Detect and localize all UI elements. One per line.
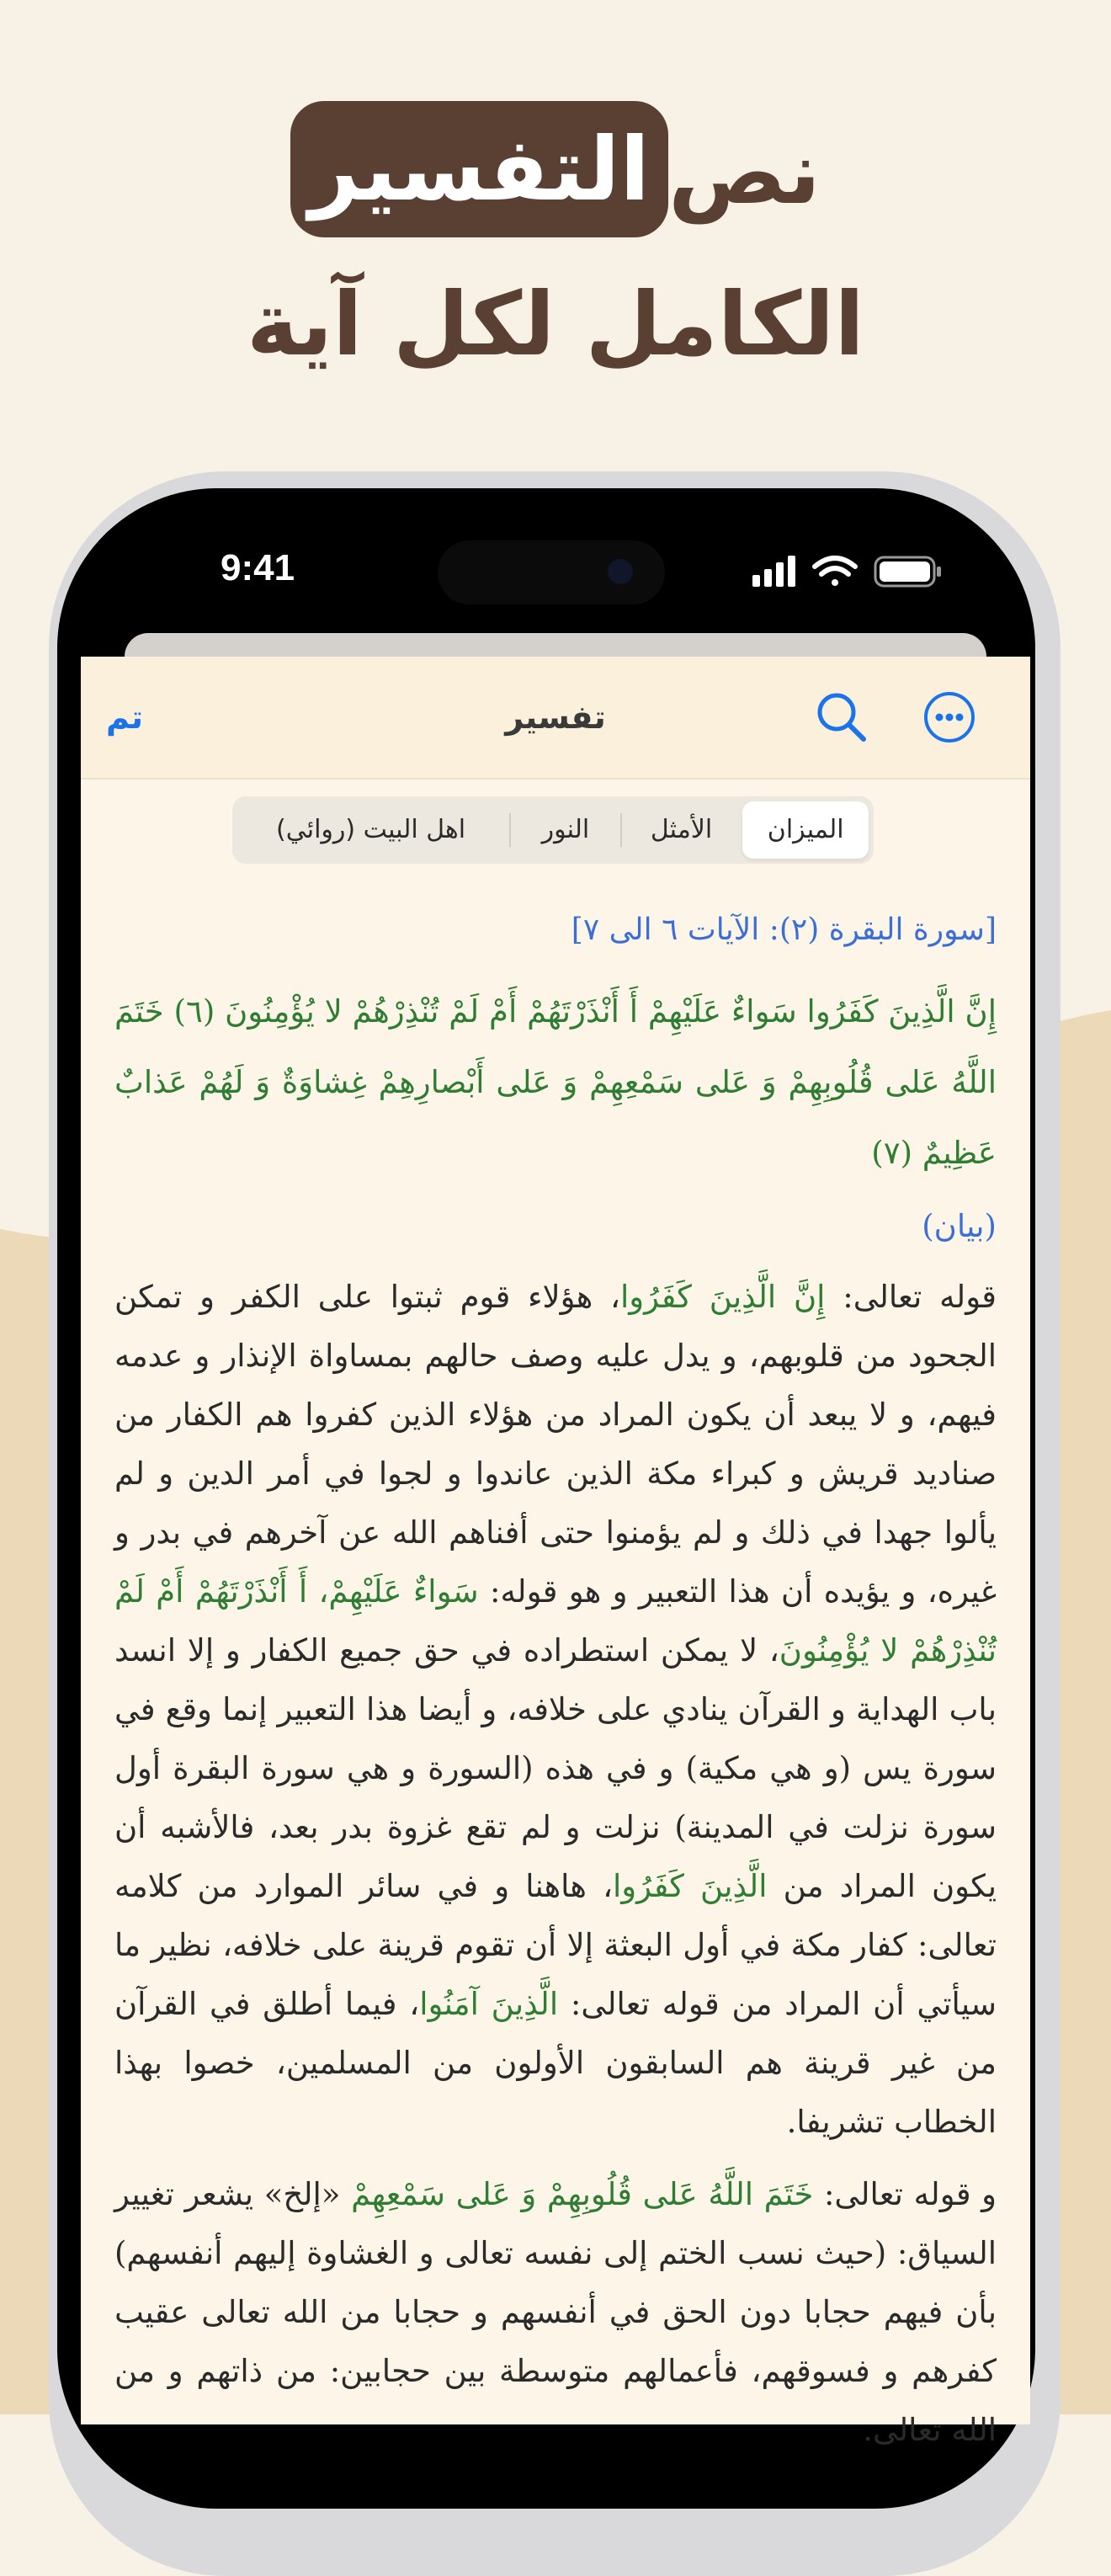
tafsir-sheet	[81, 657, 1030, 2448]
quran-quote: إِنَّ الَّذِينَ كَفَرُوا	[620, 1279, 826, 1315]
search-icon	[813, 689, 870, 746]
signal-icon	[752, 556, 795, 587]
navbar	[81, 657, 1030, 780]
headline-line-2: الكامل لكل آية	[247, 273, 864, 375]
dynamic-island	[438, 540, 665, 604]
tafsir-content	[114, 901, 997, 2473]
tafsir-paragraph	[114, 1268, 997, 2152]
tab-alnoor[interactable]: النور	[541, 815, 590, 844]
text-run: «إلخ» يشعر تغيير السياق: (حيث نسب الختم إلى نفسه تعالى و الغشاوة إليهم أنفسهم) بأن فيهم حجابا دون الحق في أنفسهم و حجابا من الله تعالى عقيب كفرهم و فسوقهم، فأعمالهم متوسطة بين حجابين: من ذاتهم و من الله تعالى.	[114, 2176, 997, 2448]
quran-quote: الَّذِينَ كَفَرُوا	[613, 1868, 768, 1904]
more-button[interactable]	[921, 689, 978, 749]
surah-header: [سورة البقرة (٢): الآيات ٦ الى ٧]	[571, 913, 997, 947]
camera-icon	[608, 559, 633, 584]
search-button[interactable]	[813, 689, 870, 749]
text-run: ، هؤلاء قوم ثبتوا على الكفر و تمكن الجحود من قلوبهم، و يدل عليه وصف حالهم بمساواة الإنذار و عدمه فيهم، و لا يبعد أن يكون المراد من هؤلاء الذين كفروا هم الكفار من صناديد قريش و كبراء مكة الذين عاندوا و لجوا في أمر الدين و لم يألوا جهدا في ذلك و لم يؤمنوا حتى أفناهم الله عن آخرهم في بدر و غيره، و يؤيده أن هذا التعبير و هو قوله:	[114, 1279, 997, 1610]
quran-quote: خَتَمَ اللَّهُ عَلى قُلُوبِهِمْ وَ عَلى سَمْعِهِمْ	[351, 2176, 814, 2212]
status-icons	[751, 551, 944, 597]
text-run: ، هاهنا و في سائر الموارد من كلامه تعالى: كفار مكة في أول البعثة إلا أن تقوم قرينة على خلافه، نظير ما سيأتي أن المراد من قوله تعالى:	[114, 1868, 997, 2022]
more-icon	[921, 689, 978, 746]
wifi-icon	[815, 558, 855, 586]
text-run: و قوله تعالى:	[813, 2176, 997, 2212]
status-time: 9:41	[221, 547, 295, 588]
tafsir-paragraph	[114, 2165, 997, 2460]
tafsir-tabs	[232, 796, 874, 864]
headline-word: نص	[668, 121, 821, 224]
quran-quote: الَّذِينَ آمَنُوا	[419, 1986, 559, 2022]
tab-ahlulbayt[interactable]: اهل البيت (روائي)	[276, 815, 466, 844]
bayan-label: (بيان)	[922, 1208, 997, 1244]
nav-title: تفسير	[505, 699, 606, 736]
text-run: ، فيما أطلق في القرآن من غير قرينة هم السابقون الأولون من المسلمين، خصوا بهذا الخطاب تشريفا.	[114, 1986, 997, 2140]
battery-icon	[875, 557, 941, 586]
tab-alamthal[interactable]: الأمثل	[650, 815, 713, 844]
headline-line-1	[0, 101, 1111, 244]
text-run: ، لا يمكن استطراده في حق جميع الكفار و إلا انسد باب الهداية و القرآن ينادي على خلافه، و أيضا هذا التعبير إنما وقع في سورة يس (و هي مكية) و في هذه (السورة و هي سورة البقرة أول سورة نزلت في المدينة) نزلت و لم تقع غزوة بدر بعد، فالأشبه أن يكون المراد من	[114, 1632, 997, 1904]
quran-quote: سَواءٌ عَلَيْهِمْ، أَ أَنْذَرْتَهُمْ أَمْ لَمْ تُنْذِرْهُمْ لا يُؤْمِنُونَ	[114, 1573, 997, 1669]
done-button[interactable]: تم	[106, 699, 144, 736]
promo-headline	[0, 101, 1111, 387]
ayah-text: إِنَّ الَّذِينَ كَفَرُوا سَواءٌ عَلَيْهِمْ أَ أَنْذَرْتَهُمْ أَمْ لَمْ تُنْذِرْهُمْ لا يُؤْمِنُونَ (٦) خَتَمَ اللَّهُ عَلى قُلُوبِهِمْ وَ عَلى سَمْعِهِمْ وَ عَلى أَبْصارِهِمْ غِشاوَةٌ وَ لَهُمْ عَذابٌ عَظِيمٌ (٧)	[114, 993, 997, 1171]
text-run: قوله تعالى:	[825, 1279, 997, 1315]
headline-highlight-pill: التفسير	[290, 101, 668, 237]
tab-almizan[interactable]: الميزان	[742, 801, 869, 859]
